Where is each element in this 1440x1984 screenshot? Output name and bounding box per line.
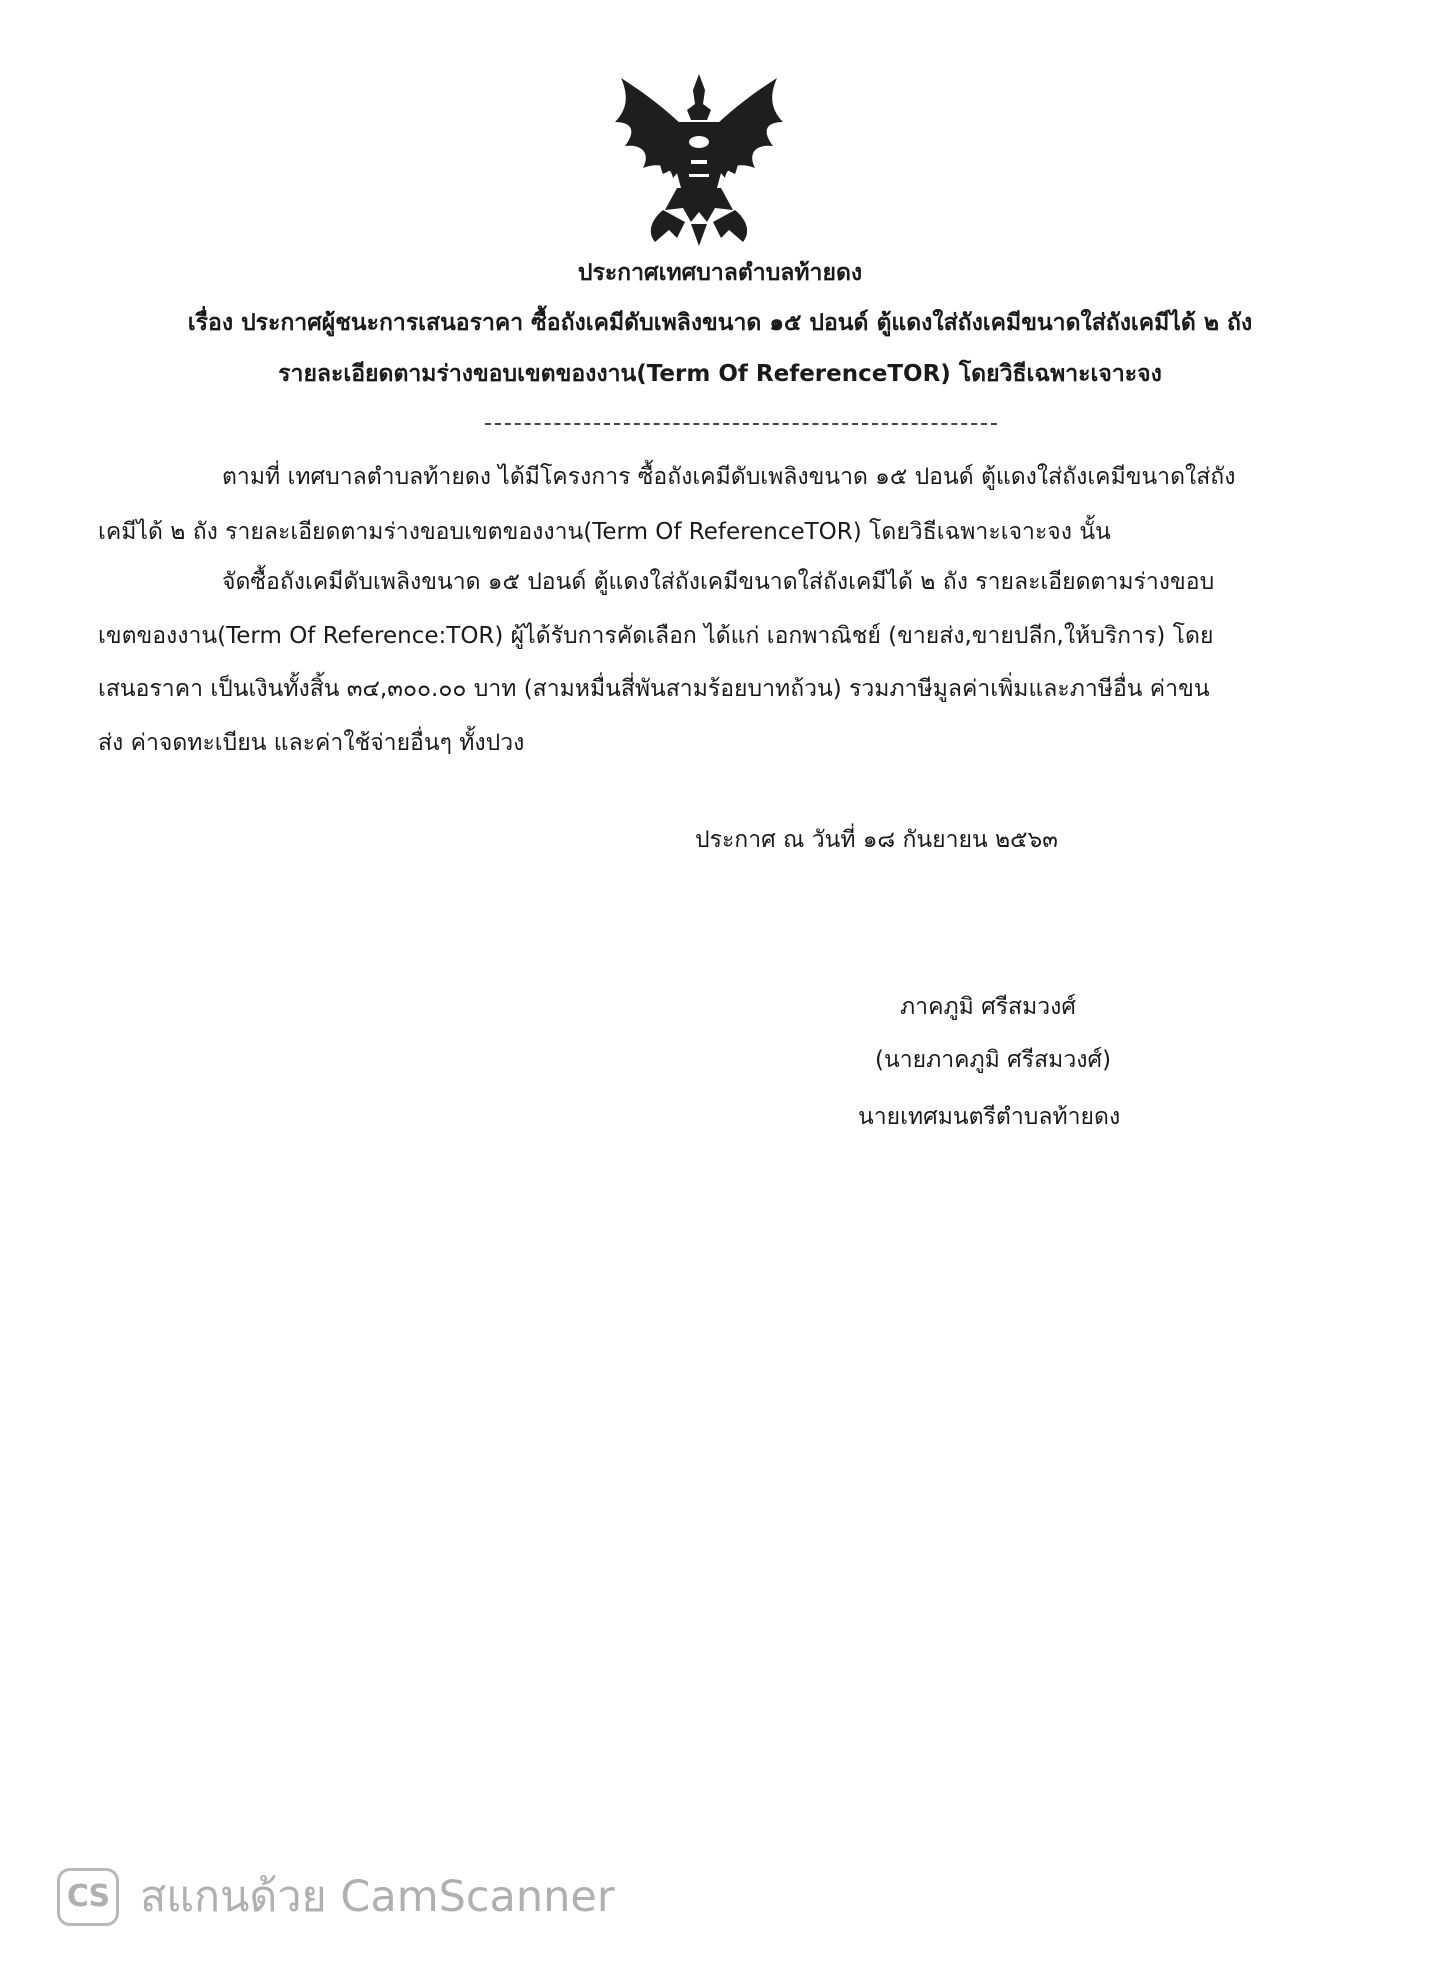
- divider-line: [485, 423, 997, 425]
- subject-line-2: รายละเอียดตามร่างขอบเขตของงาน(Term Of ReferenceTOR) โดยวิธีเฉพาะเจาะจง: [278, 361, 1162, 387]
- paragraph-1-line-1: ตามที่ เทศบาลตำบลท้ายดง ได้มีโครงการ ซื้อถังเคมีดับเพลิงขนาด ๑๕ ปอนด์ ตู้แดงใส่ถังเคมีขนาดใส่ถัง: [222, 464, 1236, 490]
- camscanner-watermark: สแกนด้วย CamScanner: [140, 1872, 615, 1922]
- garuda-emblem-icon: [607, 70, 792, 250]
- announcement-org: ประกาศเทศบาลตำบลท้ายดง: [577, 260, 863, 286]
- subject-line-1: เรื่อง ประกาศผู้ชนะการเสนอราคา ซื้อถังเคมีดับเพลิงขนาด ๑๕ ปอนด์ ตู้แดงใส่ถังเคมีขนาดใส่ถังเคมีได้ ๒ ถัง: [187, 310, 1253, 336]
- paragraph-2-line-1: จัดซื้อถังเคมีดับเพลิงขนาด ๑๕ ปอนด์ ตู้แดงใส่ถังเคมีขนาดใส่ถังเคมีได้ ๒ ถัง รายละเอียดตามร่างขอบ: [222, 569, 1215, 595]
- camscanner-logo-icon: CS: [57, 1868, 119, 1926]
- signatory-position: นายเทศมนตรีตำบลท้ายดง: [858, 1104, 1121, 1130]
- announcement-date: ประกาศ ณ วันที่ ๑๘ กันยายน ๒๕๖๓: [695, 827, 1058, 853]
- paragraph-2-line-2: เขตของงาน(Term Of Reference:TOR) ผู้ได้รับการคัดเลือก ได้แก่ เอกพาณิชย์ (ขายส่ง,ขายปลีก,ให้บริการ) โดย: [98, 623, 1214, 649]
- signatory-name: (นายภาคภูมิ ศรีสมวงศ์): [875, 1047, 1112, 1073]
- handwritten-signature: ภาคภูมิ ศรีสมวงศ์: [900, 994, 1076, 1020]
- paragraph-2-line-4: ส่ง ค่าจดทะเบียน และค่าใช้จ่ายอื่นๆ ทั้งปวง: [98, 730, 525, 756]
- paragraph-2-line-3: เสนอราคา เป็นเงินทั้งสิ้น ๓๔,๓๐๐.๐๐ บาท (สามหมื่นสี่พันสามร้อยบาทถ้วน) รวมภาษีมูลค่าเพิ่มและภาษีอื่น ค่าขน: [98, 676, 1210, 702]
- paragraph-1-line-2: เคมีได้ ๒ ถัง รายละเอียดตามร่างขอบเขตของงาน(Term Of ReferenceTOR) โดยวิธีเฉพาะเจาะจง นั้น: [98, 519, 1111, 545]
